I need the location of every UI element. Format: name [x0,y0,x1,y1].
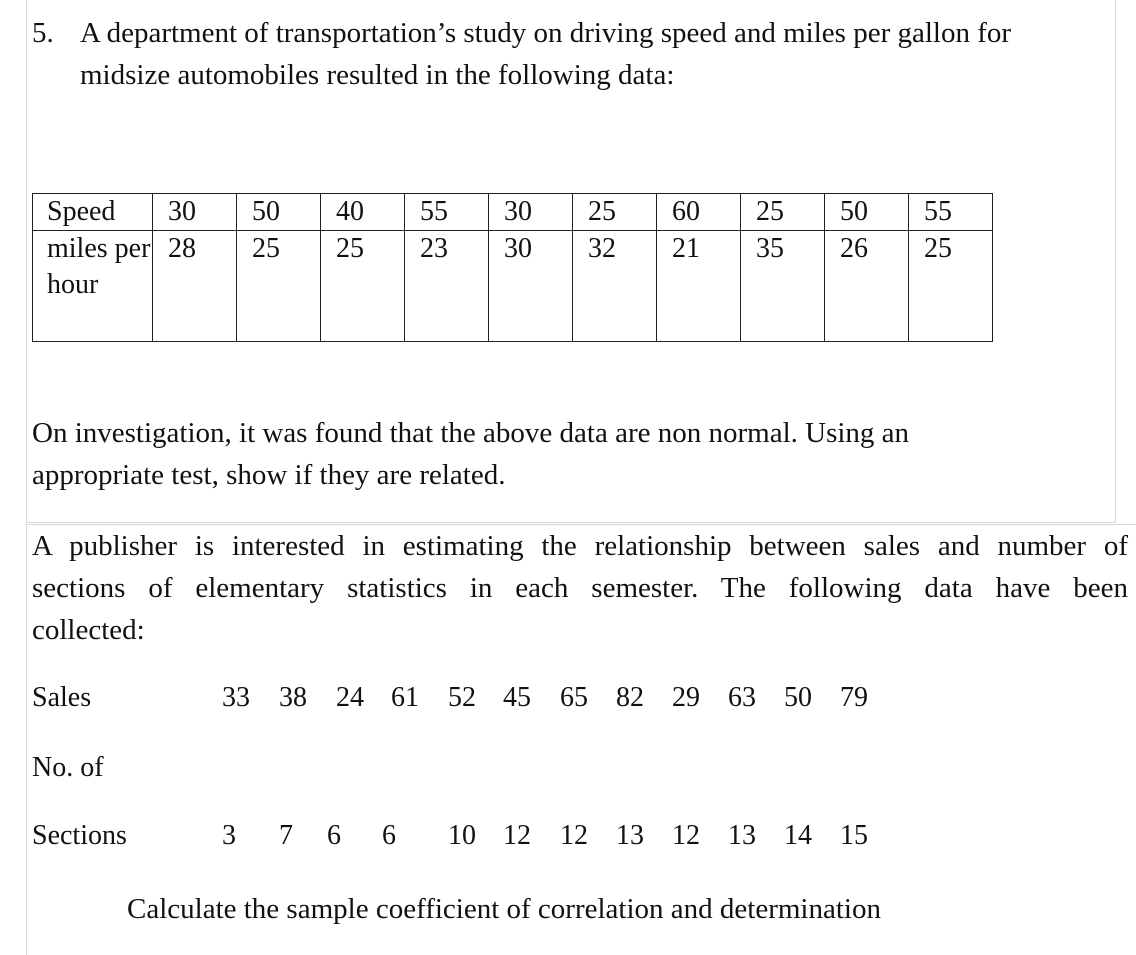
mpg-cell: 30 [489,231,573,342]
sales-label: Sales [32,682,92,713]
investigation-line-1: On investigation, it was found that the above data are non normal. Using an [32,417,910,449]
sales-value: 50 [784,682,812,713]
sales-value: 63 [728,682,756,713]
speed-mpg-table [32,193,993,342]
question-line-2: midsize automobiles resulted in the following data: [80,59,675,91]
speed-cell: 30 [489,194,573,231]
mpg-row [33,231,993,342]
sales-value: 38 [279,682,307,713]
row-label-mpg: miles per hour [33,231,153,342]
sections-value: 15 [840,820,868,851]
sections-value: 6 [327,820,341,851]
mpg-cell: 25 [237,231,321,342]
sections-value: 12 [672,820,700,851]
mpg-cell: 26 [825,231,909,342]
sections-label-line-2: Sections [32,820,127,851]
publisher-paragraph [32,525,1128,651]
sales-value: 33 [222,682,250,713]
publisher-line-1: A publisher is interested in estimating the relationship between sales and number of [32,530,1128,562]
sales-value: 45 [503,682,531,713]
sections-value: 14 [784,820,812,851]
sections-value: 6 [382,820,396,851]
sales-value: 79 [840,682,868,713]
mpg-cell: 25 [909,231,993,342]
sales-value: 65 [560,682,588,713]
sections-value: 12 [503,820,531,851]
speed-cell: 60 [657,194,741,231]
instruction-text: Calculate the sample coefficient of correlation and determination [127,893,881,925]
investigation-line-2: appropriate test, show if they are related. [32,459,506,491]
sections-label-line-1: No. of [32,752,104,783]
sections-value: 13 [616,820,644,851]
sales-value: 24 [336,682,364,713]
mpg-cell: 28 [153,231,237,342]
speed-row [33,194,993,231]
row-label-speed: Speed [33,194,153,231]
sections-value: 3 [222,820,236,851]
speed-cell: 40 [321,194,405,231]
speed-cell: 25 [741,194,825,231]
speed-cell: 55 [909,194,993,231]
mpg-cell: 32 [573,231,657,342]
sales-value: 52 [448,682,476,713]
mpg-cell: 35 [741,231,825,342]
speed-cell: 30 [153,194,237,231]
mpg-cell: 25 [321,231,405,342]
speed-cell: 25 [573,194,657,231]
speed-cell: 55 [405,194,489,231]
sections-value: 12 [560,820,588,851]
publisher-line-3: collected: [32,614,145,646]
speed-cell: 50 [825,194,909,231]
speed-cell: 50 [237,194,321,231]
mpg-cell: 21 [657,231,741,342]
sections-value: 7 [279,820,293,851]
sales-value: 61 [391,682,419,713]
sections-value: 10 [448,820,476,851]
sales-value: 82 [616,682,644,713]
question-line-1: A department of transportation’s study on driving speed and miles per gallon for [80,17,1012,49]
mpg-cell: 23 [405,231,489,342]
question-number: 5. [32,17,54,49]
sections-value: 13 [728,820,756,851]
sales-value: 29 [672,682,700,713]
publisher-line-2: sections of elementary statistics in each semester. The following data have been [32,572,1128,604]
